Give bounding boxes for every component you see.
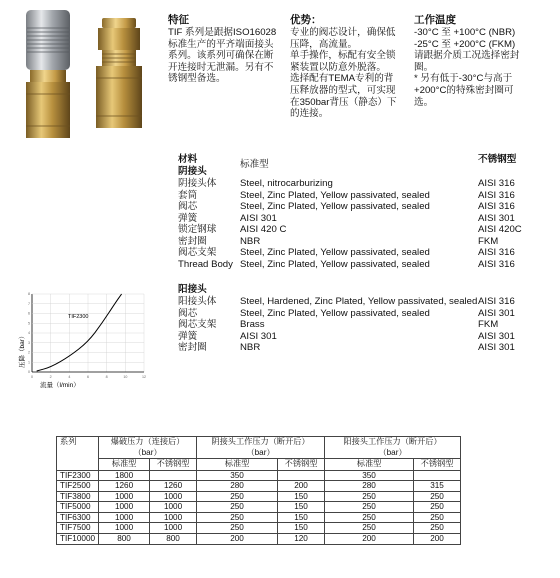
table-cell-male-ss: 250: [414, 512, 461, 523]
material-part: 弹簧: [178, 330, 198, 342]
y-tick-label: 0: [28, 370, 30, 375]
x-tick-label: 10: [123, 375, 128, 379]
temperature-text: [414, 27, 554, 108]
table-cell-male-std: 350: [325, 470, 414, 481]
material-part: 阴接头体: [178, 178, 217, 189]
materials-section: [178, 154, 556, 359]
table-cell-male-ss: [414, 470, 461, 481]
material-part: 阀芯: [178, 307, 198, 319]
table-cell-female-ss: 150: [278, 491, 325, 502]
y-tick-label: 8: [28, 292, 30, 297]
material-part: 阀芯支架: [178, 319, 217, 330]
table-cell-male-ss: 200: [414, 534, 461, 545]
features-title: 特征: [168, 14, 189, 26]
material-part: 阳接头体: [178, 296, 217, 307]
male-parts: [178, 296, 556, 354]
table-cell-series: TIF2500: [57, 481, 99, 492]
table-cell-series: TIF7500: [57, 523, 99, 534]
material-standard: NBR: [240, 235, 261, 247]
material-row: [178, 259, 556, 271]
material-stainless: FKM: [478, 235, 499, 247]
material-standard: Steel, Hardened, Zinc Plated, Yellow passivated, sealed: [240, 296, 478, 307]
material-row: [178, 178, 556, 190]
table-cell-series: TIF6300: [57, 512, 99, 523]
table-cell-male-std: 280: [325, 481, 414, 492]
sub-stainless-header: 不锈钢型: [278, 459, 325, 471]
col-burst-header: [99, 437, 197, 459]
curve-label: TIF2300: [68, 314, 89, 320]
features-line: 标准生产的平齐端面接头: [168, 38, 274, 50]
table-cell-male-ss: 250: [414, 502, 461, 513]
sub-standard-header: 标准型: [325, 459, 414, 471]
x-tick-label: 8: [105, 375, 108, 379]
y-tick-label: 1: [28, 360, 30, 365]
burst-header-unit: （bar）: [133, 447, 162, 457]
temperature-line: 请跟据介质工况选择密封: [414, 50, 520, 62]
table-cell-male-ss: 315: [414, 481, 461, 492]
material-standard: AISI 420 C: [240, 224, 287, 235]
table-cell-series: TIF2300: [57, 470, 99, 481]
table-cell-female-std: 280: [197, 481, 278, 492]
temperature-line: * 另有低于-30°C与高于: [414, 73, 513, 85]
table-cell-burst-ss: 1000: [150, 502, 197, 513]
material-stainless: AISI 316: [478, 189, 515, 201]
features-section: [168, 12, 290, 85]
graph-curve: [37, 294, 122, 371]
material-row: [178, 319, 556, 331]
temperature-line: 选。: [414, 96, 434, 108]
material-standard: Steel, Zinc Plated, Yellow passivated, sealed: [240, 247, 430, 258]
temperature-section: [414, 12, 554, 108]
table-cell-female-std: 250: [197, 502, 278, 513]
female-parts: [178, 178, 556, 270]
material-part: 密封圈: [178, 342, 207, 353]
table-cell-burst-std: 1800: [99, 470, 150, 481]
table-cell-female-ss: 150: [278, 512, 325, 523]
material-stainless: AISI 316: [478, 258, 515, 270]
col-male-header: [325, 437, 461, 459]
advantages-line: 压释放器的型式，可实现: [290, 84, 396, 96]
sub-standard-header: 标准型: [99, 459, 150, 471]
pressure-table: [56, 436, 461, 545]
col-female-header: [197, 437, 325, 459]
table-cell-burst-std: 1000: [99, 523, 150, 534]
x-tick-label: 2: [49, 375, 52, 379]
advantages-text: [290, 27, 414, 120]
table-cell-male-std: 250: [325, 502, 414, 513]
temperature-line: -30°C 至 +100°C (NBR): [414, 27, 516, 38]
table-cell-female-std: 250: [197, 512, 278, 523]
advantages-line: 单手操作，标配有安全锁: [290, 50, 396, 62]
table-cell-burst-ss: 1000: [150, 491, 197, 502]
material-standard: AISI 301: [240, 330, 277, 342]
material-stainless: AISI 301: [478, 212, 515, 224]
table-row: [57, 481, 461, 492]
table-cell-female-std: 250: [197, 523, 278, 534]
x-tick-label: 0: [31, 375, 33, 379]
male-coupling: [96, 18, 142, 128]
male-coupling-title: 阳接头: [178, 284, 207, 295]
y-tick-label: 5: [28, 321, 30, 326]
material-row: [178, 201, 556, 213]
material-row: [178, 224, 556, 236]
table-row: [57, 491, 461, 502]
male-header-unit: （bar）: [378, 447, 407, 457]
stainless-type-header: 不锈钢型: [478, 154, 517, 165]
materials-title: 材料: [178, 154, 198, 165]
table-cell-burst-std: 1000: [99, 502, 150, 513]
material-standard: Brass: [240, 319, 265, 330]
material-standard: Steel, Zinc Plated, Yellow passivated, sealed: [240, 307, 430, 319]
sub-standard-header: 标准型: [197, 459, 278, 471]
advantages-line: 压降，高流量。: [290, 38, 358, 50]
table-cell-male-ss: 250: [414, 523, 461, 534]
graph-ylabel: 压降（bar）: [19, 332, 26, 368]
advantages-section: [290, 12, 414, 120]
female-header-title: 阴接头工作压力（断开后）: [211, 437, 310, 446]
temperature-line: +200°C的特殊密封圈可: [414, 84, 514, 96]
material-part: 密封圈: [178, 235, 207, 247]
temperature-title: 工作温度: [414, 14, 456, 26]
material-stainless: FKM: [478, 319, 499, 330]
col-series-header: 系列: [57, 437, 99, 471]
coupling-photo: [6, 6, 164, 144]
table-cell-male-std: 250: [325, 491, 414, 502]
material-row: [178, 342, 556, 354]
material-stainless: AISI 301: [478, 307, 515, 319]
y-tick-label: 7: [28, 301, 30, 306]
y-tick-label: 3: [28, 340, 30, 345]
table-cell-female-ss: 200: [278, 481, 325, 492]
features-text: [168, 27, 290, 85]
advantages-line: 在350bar背压（静态）下: [290, 96, 397, 108]
material-stainless: AISI 301: [478, 342, 515, 353]
female-header-unit: （bar）: [246, 447, 275, 457]
advantages-title: 优势：: [290, 14, 322, 26]
features-line: 锈钢型备选。: [168, 73, 226, 85]
material-row: [178, 236, 556, 248]
table-cell-female-ss: 150: [278, 502, 325, 513]
graph-grid: [28, 292, 146, 379]
material-stainless: AISI 420C: [478, 224, 522, 235]
graph-xlabel: 流量（l/min）: [40, 382, 80, 389]
material-row: [178, 308, 556, 320]
material-standard: Steel, Zinc Plated, Yellow passivated, sealed: [240, 258, 430, 270]
table-row: [57, 470, 461, 481]
table-cell-series: TIF10000: [57, 534, 99, 545]
table-row: [57, 512, 461, 523]
x-tick-label: 12: [142, 375, 146, 379]
material-part: 阀芯支架: [178, 247, 217, 258]
advantages-line: 选择配有TEMA专利的背: [290, 73, 394, 85]
table-row: [57, 534, 461, 545]
table-cell-burst-ss: 1260: [150, 481, 197, 492]
material-standard: Steel, Zinc Plated, Yellow passivated, sealed: [240, 201, 430, 212]
table-cell-female-std: 200: [197, 534, 278, 545]
material-row: [178, 247, 556, 259]
male-header-title: 阳接头工作压力（断开后）: [343, 437, 442, 446]
advantages-line: 的连接。: [290, 108, 329, 120]
table-cell-burst-ss: 1000: [150, 512, 197, 523]
table-cell-series: TIF3800: [57, 491, 99, 502]
y-tick-label: 6: [28, 311, 30, 316]
y-tick-label: 4: [28, 331, 30, 336]
material-stainless: AISI 316: [478, 247, 515, 258]
features-line: 开连接时无泄漏。另有不: [168, 61, 274, 73]
advantages-line: 紧装置以防意外脱落。: [290, 61, 386, 73]
burst-header-title: 爆破压力（连接后）: [110, 437, 185, 446]
pressure-drop-graph: [10, 290, 160, 390]
table-cell-male-ss: 250: [414, 491, 461, 502]
material-standard: Steel, Zinc Plated, Yellow passivated, sealed: [240, 189, 430, 201]
table-cell-male-std: 250: [325, 523, 414, 534]
table-cell-female-ss: 120: [278, 534, 325, 545]
material-standard: AISI 301: [240, 212, 277, 224]
sub-stainless-header: 不锈钢型: [414, 459, 461, 471]
material-stainless: AISI 301: [478, 330, 515, 342]
table-cell-female-std: 250: [197, 491, 278, 502]
table-cell-burst-ss: [150, 470, 197, 481]
table-cell-female-ss: 150: [278, 523, 325, 534]
material-part: Thread Body: [178, 258, 233, 270]
female-coupling: [26, 10, 70, 138]
x-tick-label: 4: [68, 375, 71, 379]
temperature-line: -25°C 至 +200°C (FKM): [414, 38, 516, 50]
advantages-line: 专业的阀芯设计，确保低: [290, 27, 396, 38]
features-line: 系列。该系列可确保在断: [168, 50, 274, 62]
female-coupling-title: 阴接头: [178, 166, 207, 177]
y-tick-label: 2: [28, 350, 30, 355]
material-stainless: AISI 316: [478, 296, 515, 307]
table-cell-burst-std: 800: [99, 534, 150, 545]
material-row: [178, 213, 556, 225]
table-cell-burst-ss: 800: [150, 534, 197, 545]
table-cell-burst-std: 1260: [99, 481, 150, 492]
material-row: [178, 296, 556, 308]
material-row: [178, 331, 556, 343]
table-cell-male-std: 250: [325, 512, 414, 523]
table-row: [57, 502, 461, 513]
material-stainless: AISI 316: [478, 201, 515, 212]
sub-stainless-header: 不锈钢型: [150, 459, 197, 471]
material-standard: Steel, nitrocarburizing: [240, 178, 333, 189]
temperature-line: 圈。: [414, 61, 434, 73]
material-stainless: AISI 316: [478, 178, 515, 189]
x-tick-label: 6: [87, 375, 89, 379]
material-part: 锁定钢球: [178, 224, 217, 235]
table-cell-series: TIF5000: [57, 502, 99, 513]
table-cell-burst-std: 1000: [99, 491, 150, 502]
standard-type-header: 标准型: [240, 159, 269, 170]
table-cell-burst-ss: 1000: [150, 523, 197, 534]
material-part: 套筒: [178, 189, 198, 201]
material-standard: NBR: [240, 342, 261, 353]
material-row: [178, 190, 556, 202]
features-line: TIF 系列是跟据ISO16028: [168, 27, 277, 38]
table-cell-female-std: 350: [197, 470, 278, 481]
table-cell-burst-std: 1000: [99, 512, 150, 523]
material-part: 阀芯: [178, 201, 198, 212]
table-row: [57, 523, 461, 534]
table-cell-male-std: 200: [325, 534, 414, 545]
table-cell-female-ss: [278, 470, 325, 481]
material-part: 弹簧: [178, 212, 198, 224]
